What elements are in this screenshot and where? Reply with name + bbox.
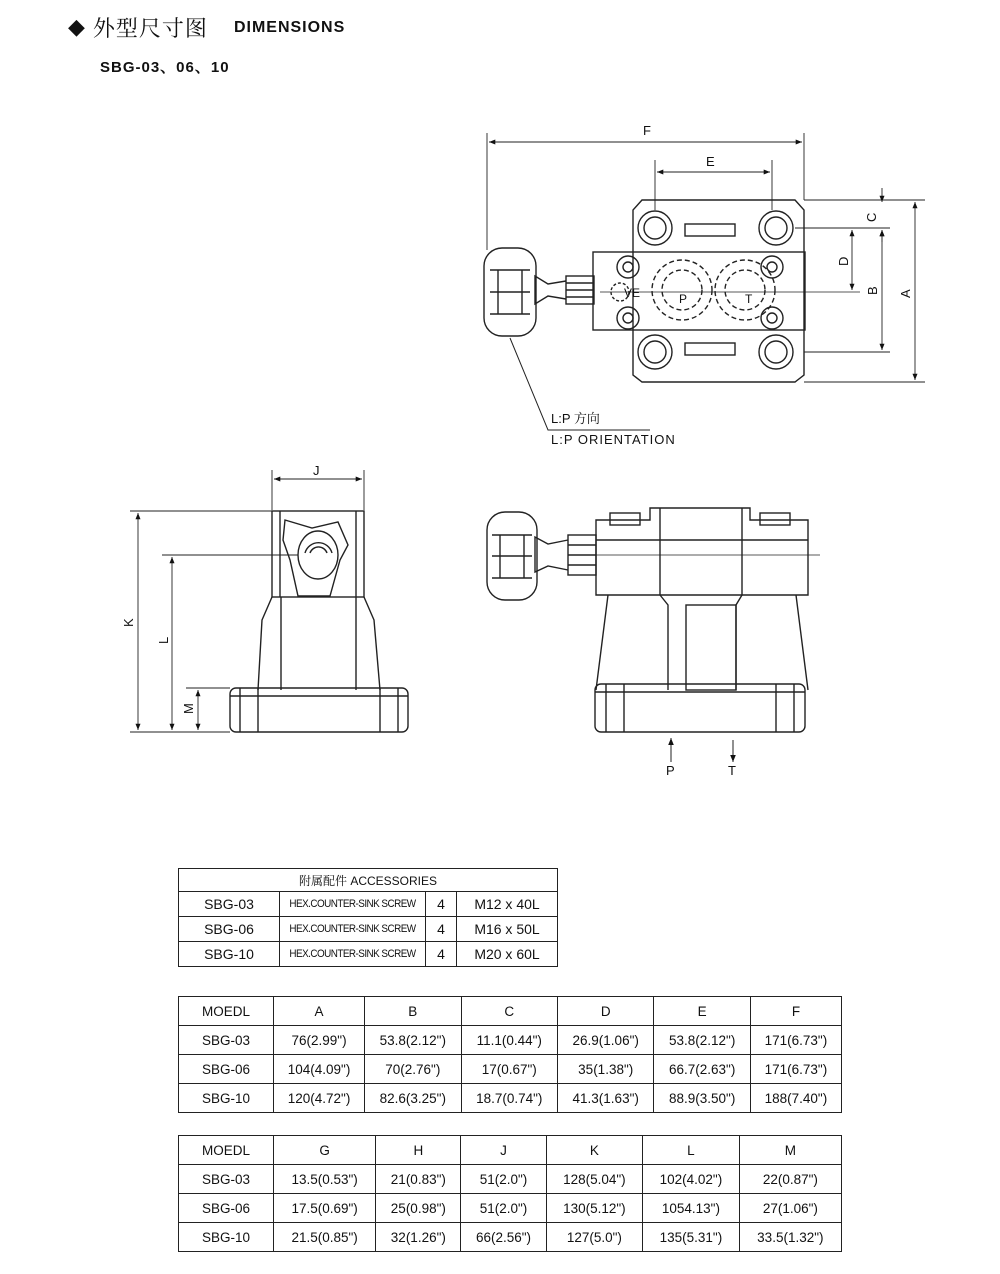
header-cell: E bbox=[654, 997, 750, 1026]
cell: 26.9(1.06") bbox=[557, 1026, 653, 1055]
cell: 171(6.73") bbox=[750, 1055, 841, 1084]
table-header-row bbox=[179, 997, 842, 1026]
cell: 22(0.87") bbox=[739, 1165, 841, 1194]
header-cell: MOEDL bbox=[179, 1136, 274, 1165]
cell: 102(4.02") bbox=[643, 1165, 740, 1194]
cell: 70(2.76") bbox=[365, 1055, 461, 1084]
header-cell: MOEDL bbox=[179, 997, 274, 1026]
cell: SBG-10 bbox=[179, 1223, 274, 1252]
cell: 35(1.38") bbox=[557, 1055, 653, 1084]
table-row bbox=[179, 892, 558, 917]
acc-desc bbox=[280, 892, 426, 917]
acc-desc bbox=[280, 917, 426, 942]
cell: 188(7.40") bbox=[750, 1084, 841, 1113]
dim-label-l: L bbox=[156, 636, 171, 644]
dim-label-k: K bbox=[121, 618, 136, 627]
acc-size: M16 x 50L bbox=[457, 917, 558, 942]
orientation-note-en: L:P ORIENTATION bbox=[551, 432, 676, 447]
cell: 66(2.56") bbox=[461, 1223, 546, 1252]
table-row bbox=[179, 1055, 842, 1084]
cell: 27(1.06") bbox=[739, 1194, 841, 1223]
cell: 1054.13") bbox=[643, 1194, 740, 1223]
acc-desc-text: HEX.COUNTER-SINK SCREW bbox=[289, 948, 416, 960]
cell: 18.7(0.74") bbox=[461, 1084, 557, 1113]
flow-label-t: T bbox=[728, 763, 736, 778]
cell: 11.1(0.44") bbox=[461, 1026, 557, 1055]
cell: 171(6.73") bbox=[750, 1026, 841, 1055]
acc-qty: 4 bbox=[426, 942, 457, 967]
header-cell: G bbox=[274, 1136, 376, 1165]
cell: 13.5(0.53") bbox=[274, 1165, 376, 1194]
cell: 120(4.72") bbox=[274, 1084, 365, 1113]
header-cell: A bbox=[274, 997, 365, 1026]
cell: 66.7(2.63") bbox=[654, 1055, 750, 1084]
accessories-title bbox=[179, 869, 558, 892]
accessories-title-en: ACCESSORIES bbox=[350, 873, 438, 888]
cell: SBG-03 bbox=[179, 1165, 274, 1194]
table-row bbox=[179, 1026, 842, 1055]
acc-model: SBG-10 bbox=[179, 942, 280, 967]
cell: 51(2.0") bbox=[461, 1165, 546, 1194]
diamond-bullet-icon: ◆ bbox=[68, 15, 85, 40]
orientation-note-cn: L:P 方向 bbox=[551, 411, 600, 426]
flow-label-p: P bbox=[666, 763, 675, 778]
header-cell: C bbox=[461, 997, 557, 1026]
acc-qty: 4 bbox=[426, 892, 457, 917]
header-cell: B bbox=[365, 997, 461, 1026]
cell: 53.8(2.12") bbox=[365, 1026, 461, 1055]
model-line: SBG-03、06、10 bbox=[100, 59, 230, 76]
port-label-t: T bbox=[745, 292, 753, 306]
acc-qty: 4 bbox=[426, 917, 457, 942]
side-view bbox=[230, 511, 408, 732]
table-row bbox=[179, 1084, 842, 1113]
accessories-title-cn: 附属配件 bbox=[298, 873, 347, 888]
cell: 17.5(0.69") bbox=[274, 1194, 376, 1223]
header-cell: H bbox=[376, 1136, 461, 1165]
dimensions-table-a-to-f bbox=[178, 996, 842, 1113]
acc-model: SBG-06 bbox=[179, 917, 280, 942]
dim-label-e: E bbox=[706, 154, 715, 169]
port-label-ve: VE bbox=[624, 286, 641, 300]
header-cell: F bbox=[750, 997, 841, 1026]
table-header-row bbox=[179, 1136, 842, 1165]
cell: SBG-06 bbox=[179, 1194, 274, 1223]
cell: 130(5.12") bbox=[546, 1194, 643, 1223]
table-row bbox=[179, 1165, 842, 1194]
port-label-p: P bbox=[679, 292, 688, 306]
dim-label-j: J bbox=[313, 463, 320, 478]
table-row bbox=[179, 1223, 842, 1252]
cell: SBG-10 bbox=[179, 1084, 274, 1113]
header-cell: J bbox=[461, 1136, 546, 1165]
cell: SBG-06 bbox=[179, 1055, 274, 1084]
cell: 82.6(3.25") bbox=[365, 1084, 461, 1113]
header-cell: L bbox=[643, 1136, 740, 1165]
dim-label-c: C bbox=[864, 212, 879, 222]
top-view bbox=[484, 200, 860, 430]
cell: 25(0.98") bbox=[376, 1194, 461, 1223]
front-view bbox=[487, 508, 820, 732]
cell: 104(4.09") bbox=[274, 1055, 365, 1084]
dimensions-table-g-to-m bbox=[178, 1135, 842, 1252]
dim-label-f: F bbox=[643, 123, 651, 138]
table-row bbox=[179, 942, 558, 967]
cell: 21.5(0.85") bbox=[274, 1223, 376, 1252]
accessories-table bbox=[178, 868, 558, 967]
cell: 51(2.0") bbox=[461, 1194, 546, 1223]
acc-desc bbox=[280, 942, 426, 967]
cell: 33.5(1.32") bbox=[739, 1223, 841, 1252]
acc-size: M20 x 60L bbox=[457, 942, 558, 967]
header-cell: M bbox=[739, 1136, 841, 1165]
cell: 88.9(3.50") bbox=[654, 1084, 750, 1113]
cell: 41.3(1.63") bbox=[557, 1084, 653, 1113]
cell: SBG-03 bbox=[179, 1026, 274, 1055]
dim-label-d: D bbox=[836, 256, 851, 266]
title-chinese: 外型尺寸图 bbox=[92, 17, 208, 42]
acc-model: SBG-03 bbox=[179, 892, 280, 917]
cell: 128(5.04") bbox=[546, 1165, 643, 1194]
cell: 21(0.83") bbox=[376, 1165, 461, 1194]
cell: 17(0.67") bbox=[461, 1055, 557, 1084]
table-row bbox=[179, 917, 558, 942]
acc-desc-text: HEX.COUNTER-SINK SCREW bbox=[289, 923, 416, 935]
cell: 32(1.26") bbox=[376, 1223, 461, 1252]
header-cell: D bbox=[557, 997, 653, 1026]
dim-label-a: A bbox=[898, 289, 913, 298]
dim-label-m: M bbox=[181, 703, 196, 714]
acc-size: M12 x 40L bbox=[457, 892, 558, 917]
acc-desc-text: HEX.COUNTER-SINK SCREW bbox=[289, 898, 416, 910]
title-english: DIMENSIONS bbox=[233, 18, 346, 36]
cell: 127(5.0") bbox=[546, 1223, 643, 1252]
cell: 135(5.31") bbox=[643, 1223, 740, 1252]
header-cell: K bbox=[546, 1136, 643, 1165]
table-row bbox=[179, 1194, 842, 1223]
cell: 76(2.99") bbox=[274, 1026, 365, 1055]
cell: 53.8(2.12") bbox=[654, 1026, 750, 1055]
dim-label-b: B bbox=[865, 286, 880, 295]
